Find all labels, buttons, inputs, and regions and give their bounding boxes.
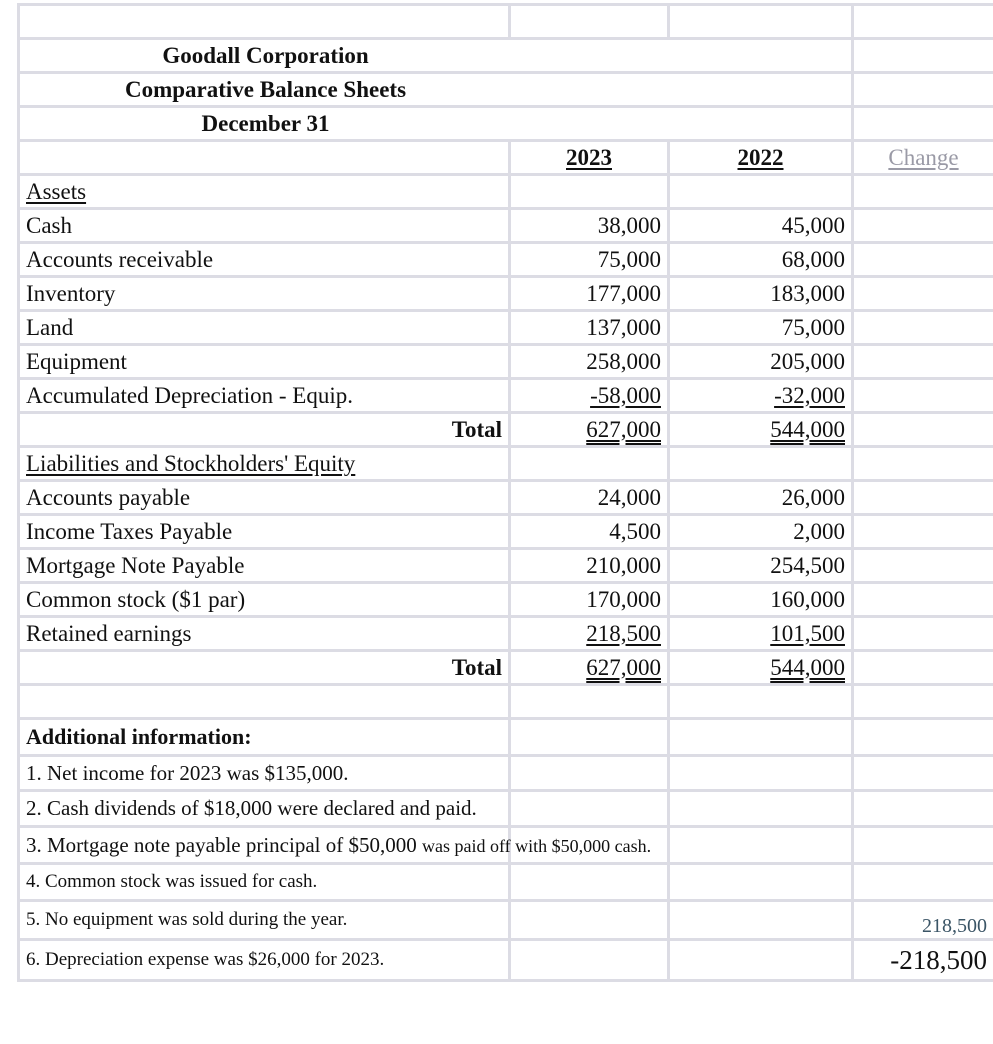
change-cell[interactable] [853,617,993,651]
note-6[interactable]: 6. Depreciation expense was $26,000 for 2023. [19,940,510,981]
cell[interactable] [510,175,669,209]
value-2023[interactable]: 170,000 [510,583,669,617]
cell[interactable] [510,685,669,719]
cell[interactable] [853,73,993,107]
row-label[interactable]: Cash [19,209,510,243]
change-cell[interactable] [853,413,993,447]
cell[interactable] [853,864,993,901]
assets-heading-label: Assets [26,178,87,204]
cell[interactable] [853,791,993,827]
cell[interactable] [19,107,853,141]
balance-sheet-spreadsheet [17,3,993,982]
value-2022[interactable]: 68,000 [669,243,853,277]
section-heading-row [19,175,993,209]
cell[interactable] [669,791,853,827]
table-row [19,311,993,345]
cell[interactable] [669,685,853,719]
cell[interactable] [510,791,669,827]
row-label[interactable]: Common stock ($1 par) [19,583,510,617]
cell[interactable] [853,175,993,209]
cell[interactable] [510,940,669,981]
cell[interactable] [510,756,669,791]
change-cell[interactable] [853,583,993,617]
change-cell[interactable] [853,209,993,243]
table-row [19,243,993,277]
cell[interactable] [853,39,993,73]
value-2023-text: 218,500 [586,620,661,646]
value-2022[interactable]: 75,000 [669,311,853,345]
liabilities-total-2023-text: 627,000 [586,654,661,680]
note-1[interactable]: 1. Net income for 2023 was $135,000. [19,756,510,791]
header-2023-label: 2023 [566,144,612,170]
note-3[interactable] [19,827,652,864]
cell[interactable] [669,719,853,756]
cell[interactable] [19,685,510,719]
row-label[interactable]: Accounts payable [19,481,510,515]
header-2022[interactable] [669,141,853,175]
cell[interactable] [669,940,853,981]
cell[interactable] [669,5,853,39]
header-2022-label: 2022 [737,144,784,170]
cell[interactable] [853,107,993,141]
note-3-text-part-1: 3. Mortgage note payable principal of $50,000 [26,832,422,857]
note-3-text-part-2: was paid off with $50,000 cash. [421,835,652,856]
change-cell[interactable] [853,379,993,413]
title-row [19,39,993,73]
value-2022[interactable]: 160,000 [669,583,853,617]
row-label[interactable]: Equipment [19,345,510,379]
table-row [19,379,993,413]
cell[interactable] [19,141,510,175]
value-2023[interactable]: 4,500 [510,515,669,549]
cell[interactable] [669,827,853,864]
note-2-text: 2. Cash dividends of $18,000 were declared and paid. [26,796,477,820]
value-2022[interactable]: 2,000 [669,515,853,549]
note-row [19,901,993,940]
value-2023[interactable]: 258,000 [510,345,669,379]
value-2023[interactable]: 177,000 [510,277,669,311]
value-2022[interactable]: 183,000 [669,277,853,311]
total-row [19,651,993,685]
change-cell[interactable] [853,277,993,311]
assets-total-2023-text: 627,000 [586,416,661,442]
value-2023[interactable]: 38,000 [510,209,669,243]
change-cell[interactable] [853,651,993,685]
change-cell[interactable] [853,243,993,277]
title-row [19,73,993,107]
cell[interactable] [853,447,993,481]
value-2023-text: -58,000 [590,382,661,408]
cell[interactable] [510,447,669,481]
value-2023[interactable] [510,617,669,651]
row-label[interactable]: Land [19,311,510,345]
note-row [19,791,993,827]
row-label[interactable]: Accumulated Depreciation - Equip. [19,379,510,413]
side-value-negative[interactable]: -218,500 [853,940,993,981]
change-cell[interactable] [853,481,993,515]
cell[interactable] [853,756,993,791]
cell[interactable] [853,719,993,756]
assets-total-label[interactable]: Total [19,413,510,447]
cell[interactable] [510,864,669,901]
liabilities-heading-label: Liabilities and Stockholders' Equity [26,450,356,476]
liabilities-total-2023[interactable] [510,651,669,685]
liabilities-total-2022[interactable] [669,651,853,685]
cell[interactable] [510,5,669,39]
value-2022[interactable]: 26,000 [669,481,853,515]
row-label[interactable]: Mortgage Note Payable [19,549,510,583]
change-cell[interactable] [853,515,993,549]
balance-sheet-grid [17,3,993,982]
header-change[interactable] [853,141,993,175]
statement-date: December 31 [201,110,330,136]
value-2023[interactable]: 24,000 [510,481,669,515]
column-header-row [19,141,993,175]
cell[interactable] [669,756,853,791]
cell[interactable] [669,901,853,940]
row-label[interactable]: Income Taxes Payable [19,515,510,549]
value-2023[interactable]: 137,000 [510,311,669,345]
title-row [19,107,993,141]
value-2022-text: 101,500 [770,620,845,646]
cell[interactable] [853,827,993,864]
change-cell[interactable] [853,345,993,379]
table-row [19,617,993,651]
section-heading-row [19,447,993,481]
note-row [19,756,993,791]
value-2022[interactable]: 205,000 [669,345,853,379]
additional-heading-row [19,719,993,756]
value-2022[interactable]: 45,000 [669,209,853,243]
statement-title: Comparative Balance Sheets [124,76,407,102]
note-5[interactable]: 5. No equipment was sold during the year. [19,901,510,940]
liabilities-heading[interactable] [19,447,510,481]
cell[interactable] [510,901,669,940]
value-2022[interactable]: 254,500 [669,549,853,583]
table-row [19,481,993,515]
table-row [19,583,993,617]
side-value-positive[interactable]: 218,500 [853,901,993,940]
change-cell[interactable] [853,549,993,583]
liabilities-total-2022-text: 544,000 [770,654,845,680]
cell[interactable] [853,5,993,39]
table-row [19,209,993,243]
value-2022-text: -32,000 [774,382,845,408]
value-2023[interactable]: 75,000 [510,243,669,277]
change-cell[interactable] [853,311,993,345]
assets-total-2022[interactable] [669,413,853,447]
note-row [19,864,993,901]
assets-total-2023[interactable] [510,413,669,447]
table-row [19,515,993,549]
cell[interactable] [669,175,853,209]
table-row [19,549,993,583]
value-2023[interactable] [510,379,669,413]
assets-total-2022-text: 544,000 [770,416,845,442]
additional-heading[interactable]: Additional information: [19,719,510,756]
empty-row [19,5,993,39]
cell[interactable] [19,5,510,39]
assets-heading[interactable] [19,175,510,209]
value-2022[interactable] [669,617,853,651]
row-label[interactable]: Inventory [19,277,510,311]
row-label[interactable]: Accounts receivable [19,243,510,277]
table-row [19,277,993,311]
total-row [19,413,993,447]
row-label[interactable]: Retained earnings [19,617,510,651]
liabilities-total-label[interactable]: Total [19,651,510,685]
note-4[interactable]: 4. Common stock was issued for cash. [19,864,510,901]
note-2[interactable] [19,791,510,827]
table-row [19,345,993,379]
empty-row [19,685,993,719]
note-row [19,940,993,981]
note-row [19,827,993,864]
value-2022[interactable] [669,379,853,413]
cell[interactable] [853,685,993,719]
header-2023[interactable] [510,141,669,175]
header-change-label: Change [888,144,959,170]
cell[interactable] [19,39,853,73]
cell[interactable] [19,73,853,107]
cell[interactable] [669,864,853,901]
company-name: Goodall Corporation [162,42,369,68]
value-2023[interactable]: 210,000 [510,549,669,583]
cell[interactable] [510,719,669,756]
cell[interactable] [669,447,853,481]
